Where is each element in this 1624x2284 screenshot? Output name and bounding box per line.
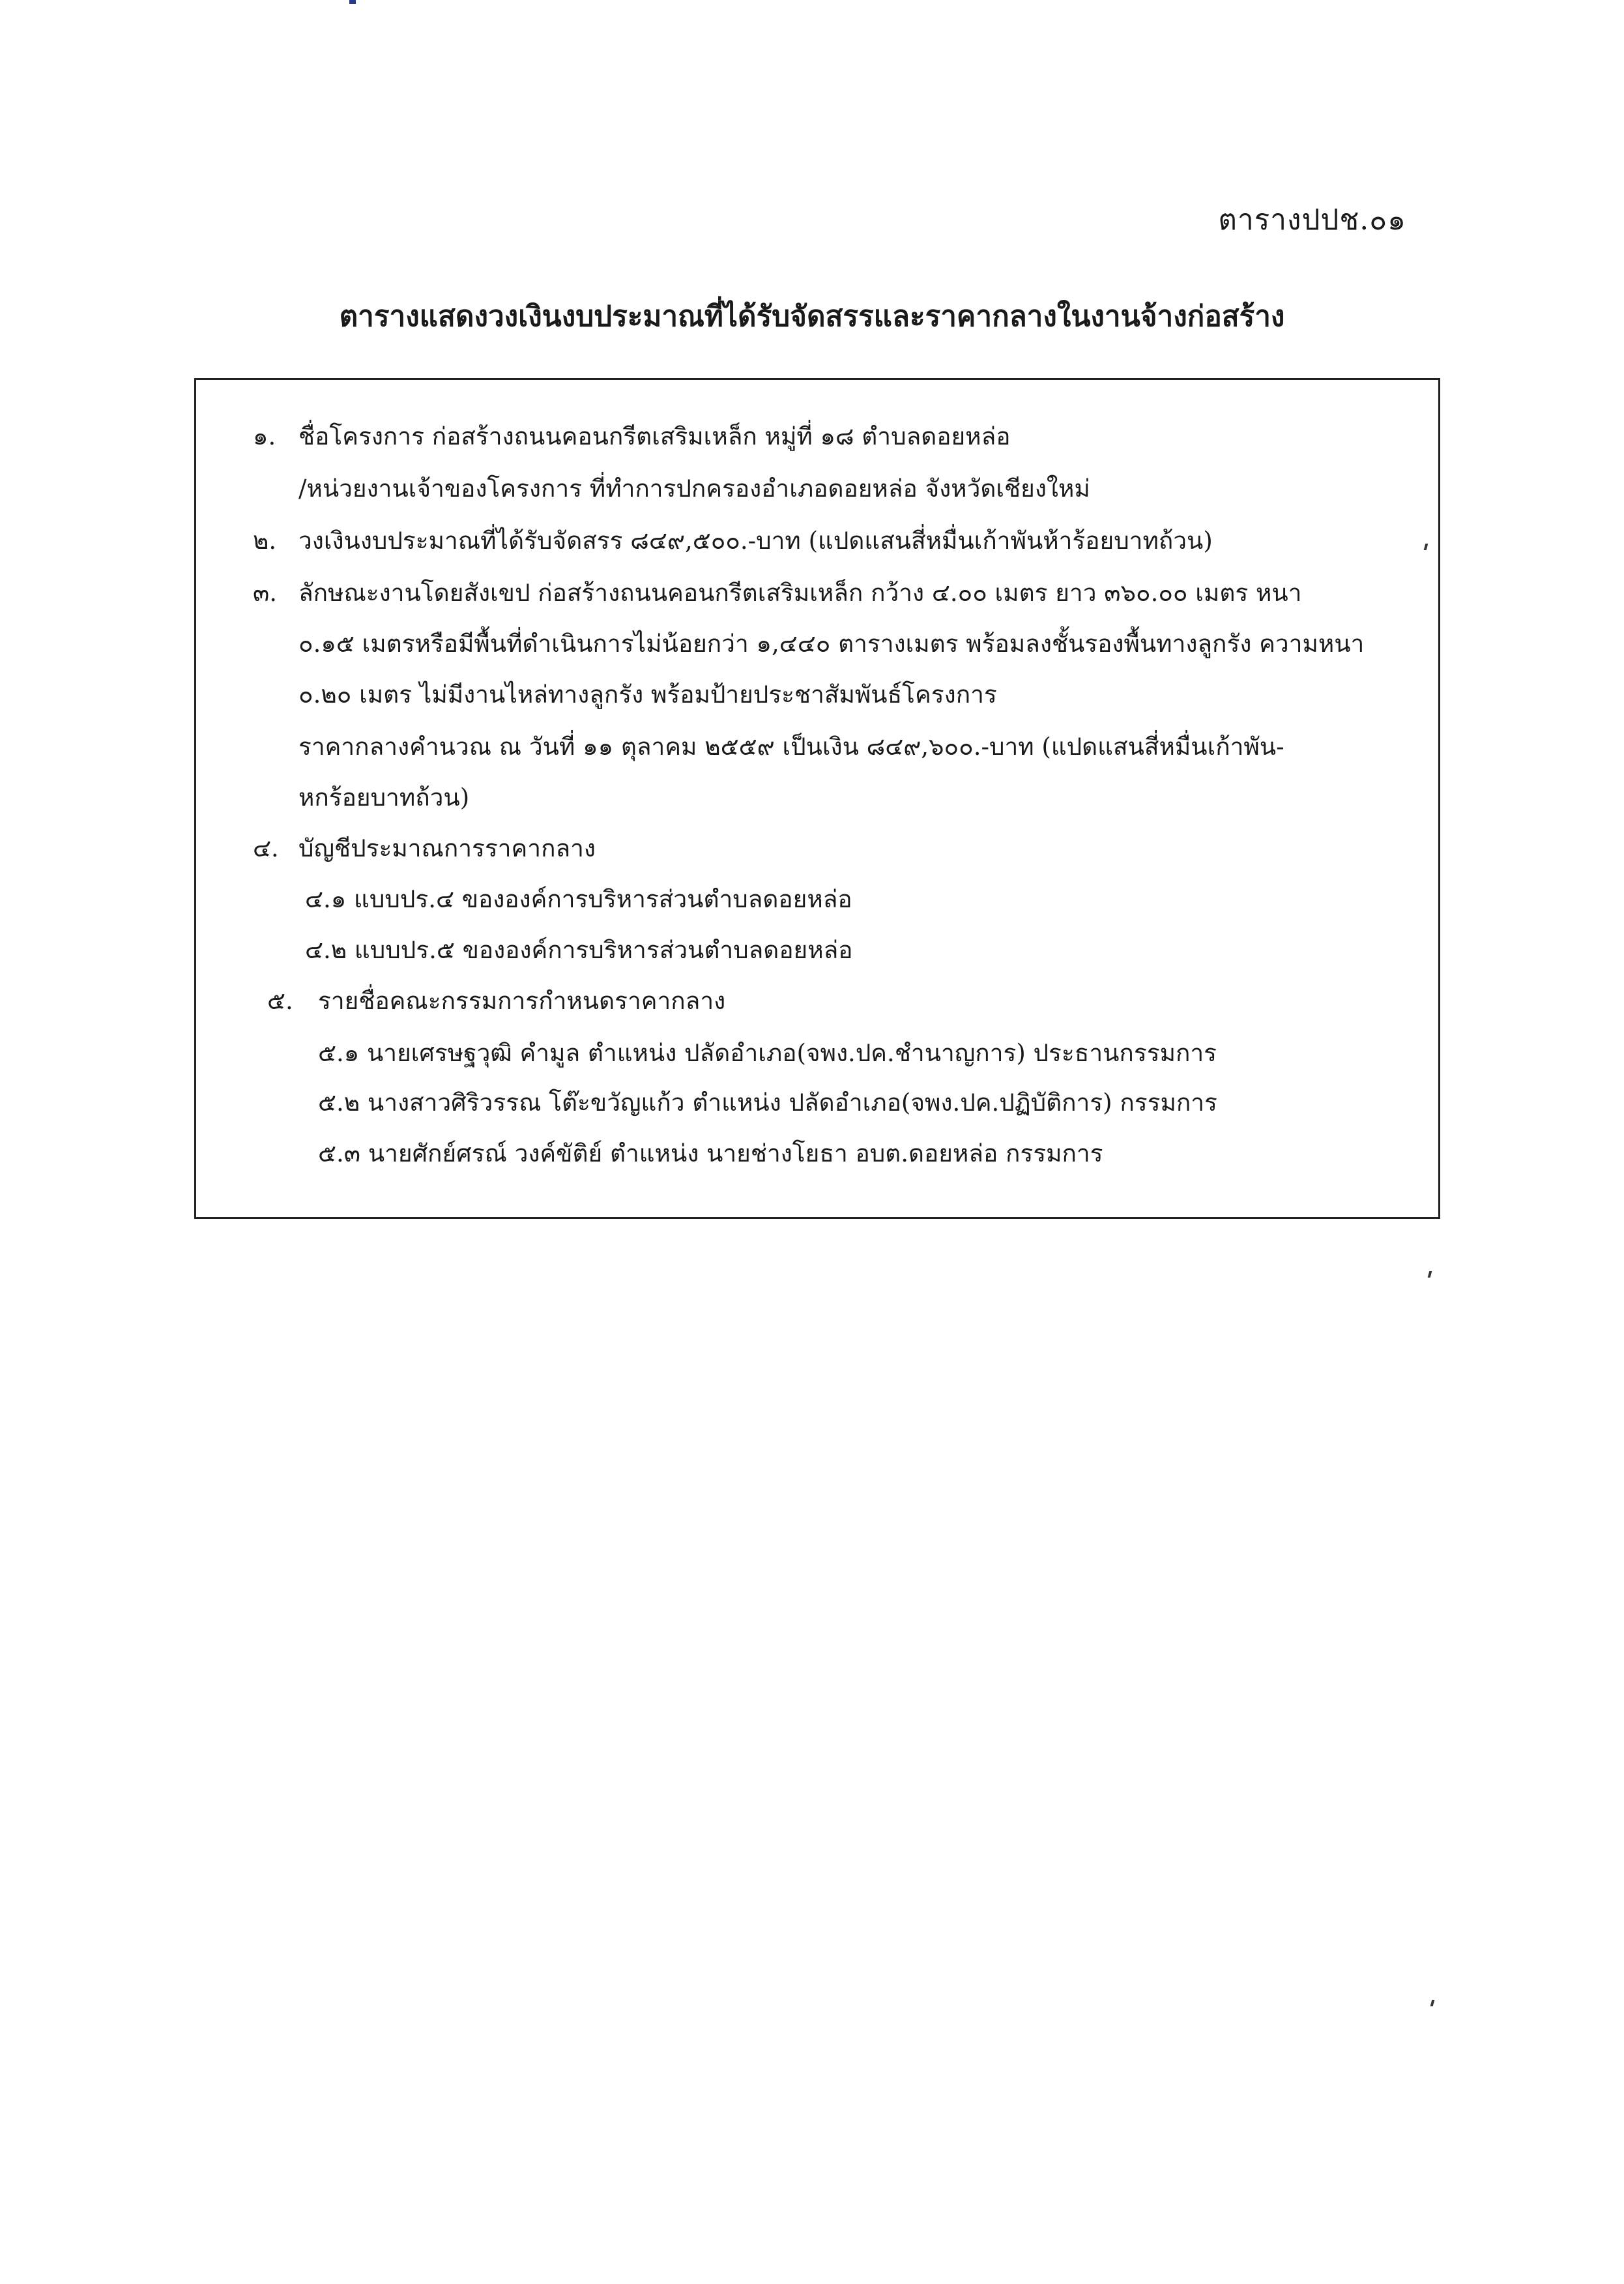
item-3-median-price: ราคากลางคำนวณ ณ วันที่ ๑๑ ตุลาคม ๒๕๕๙ เป็นเงิน ๘๔๙,๖๐๐.-บาท (แปดแสนสี่หมื่นเก้าพัน- bbox=[298, 733, 1284, 761]
item-2-number: ๒. bbox=[253, 527, 277, 555]
item-3-number: ๓. bbox=[253, 579, 278, 607]
item-3-description-line-1: ลักษณะงานโดยสังเขป ก่อสร้างถนนคอนกรีตเสริมเหล็ก กว้าง ๔.๐๐ เมตร ยาว ๓๖๐.๐๐ เมตร หนา bbox=[298, 579, 1302, 607]
item-1-agency: /หน่วยงานเจ้าของโครงการ ที่ทำการปกครองอำเภอดอยหล่อ จังหวัดเชียงใหม่ bbox=[298, 475, 1090, 503]
item-4-heading: บัญชีประมาณการราคากลาง bbox=[298, 834, 596, 862]
item-2-budget: วงเงินงบประมาณที่ได้รับจัดสรร ๘๔๙,๕๐๐.-บาท (แปดแสนสี่หมื่นเก้าพันห้าร้อยบาทถ้วน) bbox=[298, 527, 1213, 555]
scan-speck bbox=[1430, 2000, 1435, 2006]
item-4-1: ๔.๑ แบบปร.๔ ขององค์การบริหารส่วนตำบลดอยหล่อ bbox=[305, 885, 852, 913]
item-5-3: ๕.๓ นายศักย์ศรณ์ วงค์ขัติย์ ตำแหน่ง นายช่างโยธา อบต.ดอยหล่อ กรรมการ bbox=[318, 1139, 1103, 1167]
item-4-2: ๔.๒ แบบปร.๕ ขององค์การบริหารส่วนตำบลดอยหล่อ bbox=[305, 936, 853, 964]
scan-speck bbox=[1428, 1271, 1432, 1278]
item-3-description-line-3: ๐.๒๐ เมตร ไม่มีงานไหล่ทางลูกรัง พร้อมป้ายประชาสัมพันธ์โครงการ bbox=[298, 681, 997, 709]
scan-mark bbox=[349, 0, 356, 4]
item-4-number: ๔. bbox=[253, 834, 279, 862]
item-1-project-name: ชื่อโครงการ ก่อสร้างถนนคอนกรีตเสริมเหล็ก หมู่ที่ ๑๘ ตำบลดอยหล่อ bbox=[298, 422, 1011, 450]
item-3-median-price-words: หกร้อยบาทถ้วน) bbox=[298, 783, 470, 812]
item-5-1: ๕.๑ นายเศรษฐวุฒิ คำมูล ตำแหน่ง ปลัดอำเภอ(จพง.ปค.ชำนาญการ) ประธานกรรมการ bbox=[318, 1039, 1217, 1067]
item-1-number: ๑. bbox=[253, 422, 276, 450]
form-code: ตารางปปช.๐๑ bbox=[1218, 203, 1406, 237]
item-3-description-line-2: ๐.๑๕ เมตรหรือมีพื้นที่ดำเนินการไม่น้อยกว่า ๑,๔๔๐ ตารางเมตร พร้อมลงชั้นรองพื้นทางลูกรัง ความหนา bbox=[298, 630, 1365, 658]
document-title: ตารางแสดงวงเงินงบประมาณที่ได้รับจัดสรรและราคากลางในงานจ้างก่อสร้าง bbox=[339, 300, 1285, 333]
item-5-number: ๕. bbox=[267, 987, 293, 1015]
item-5-heading: รายชื่อคณะกรรมการกำหนดราคากลาง bbox=[318, 987, 726, 1015]
item-5-2: ๕.๒ นางสาวศิริวรรณ โต๊ะขวัญแก้ว ตำแหน่ง ปลัดอำเภอ(จพง.ปค.ปฏิบัติการ) กรรมการ bbox=[318, 1089, 1217, 1117]
